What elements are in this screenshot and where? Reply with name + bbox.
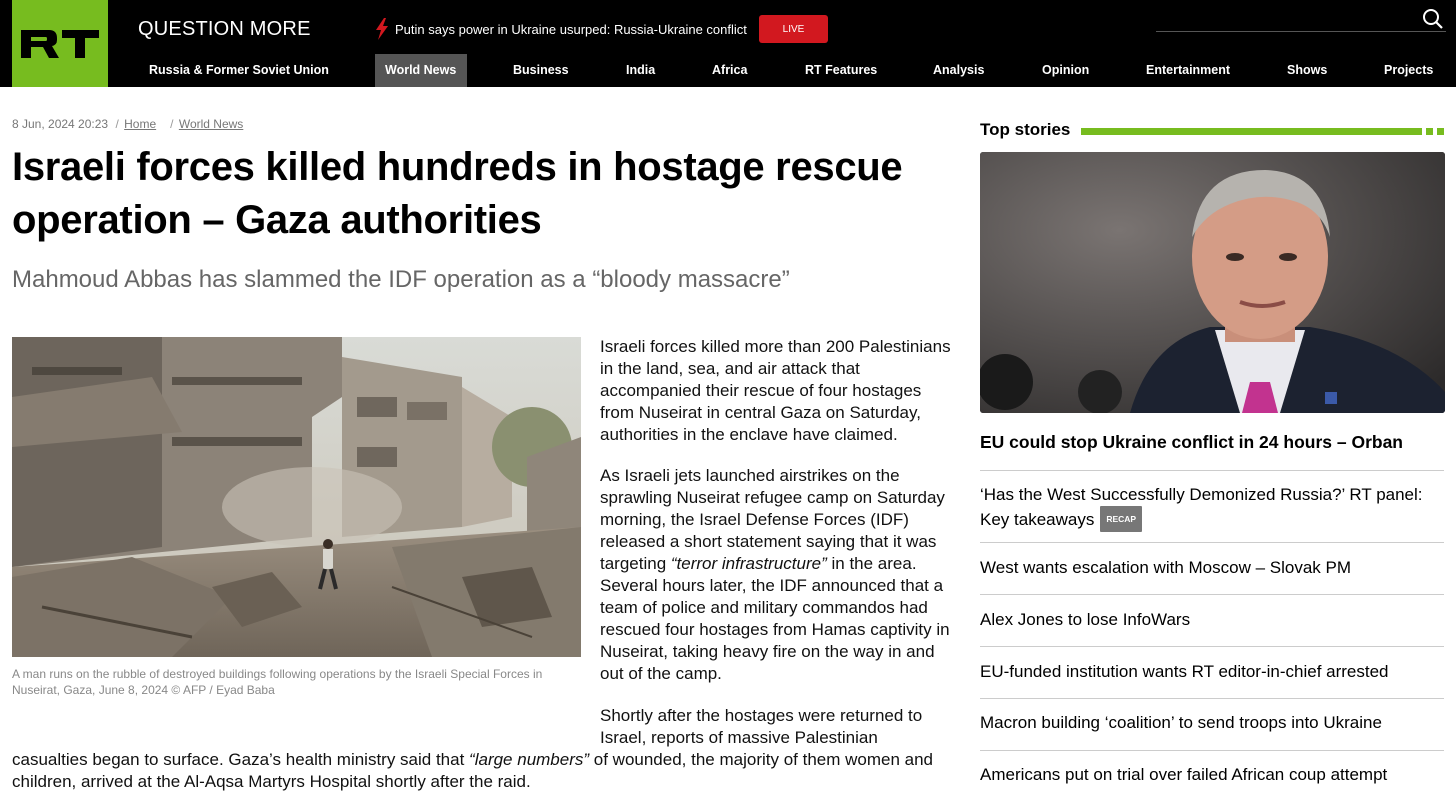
main-nav: [0, 54, 1456, 87]
breadcrumb-home[interactable]: Home: [124, 117, 157, 131]
article-quote: “terror infrastructure”: [670, 554, 827, 573]
top-stories-accent: [1081, 128, 1422, 135]
breadcrumb-separator: /: [115, 117, 119, 131]
article-date: 8 Jun, 2024 20:23: [12, 117, 109, 131]
nav-item-business[interactable]: Business: [513, 63, 569, 77]
story-item[interactable]: [980, 484, 1446, 532]
story-divider: [980, 470, 1444, 471]
story-divider: [980, 698, 1444, 699]
nav-item-world-news[interactable]: World News: [375, 54, 467, 87]
article-subtitle: Mahmoud Abbas has slammed the IDF operation as a “bloody massacre”: [12, 266, 790, 293]
tagline: QUESTION MORE: [138, 18, 311, 40]
nav-item-analysis[interactable]: Analysis: [933, 63, 985, 77]
story-divider: [980, 750, 1444, 751]
breadcrumb-world-news[interactable]: World News: [178, 117, 244, 131]
article-quote: “large numbers”: [469, 750, 590, 769]
top-stories-heading: Top stories: [980, 120, 1071, 139]
search-input[interactable]: [1156, 31, 1446, 32]
article-meta: [12, 117, 243, 131]
lead-story-headline[interactable]: EU could stop Ukraine conflict in 24 hours – Orban: [980, 432, 1403, 452]
nav-item-shows[interactable]: Shows: [1287, 63, 1328, 77]
article-paragraph-1: Israeli forces killed more than 200 Palestinians in the land, sea, and air attack that accompanied their rescue of four hostages from Nuseirat in central Gaza on Saturday, authorities in the enclave have claimed.: [600, 337, 951, 444]
live-button[interactable]: LIVE: [759, 15, 828, 43]
nav-item-russia[interactable]: Russia & Former Soviet Union: [149, 63, 329, 77]
story-item[interactable]: West wants escalation with Moscow – Slovak PM: [980, 558, 1351, 577]
story-item[interactable]: EU-funded institution wants RT editor-in-chief arrested: [980, 662, 1389, 681]
nav-item-projects[interactable]: Projects: [1384, 63, 1434, 77]
rubble-scene-image: [12, 337, 581, 657]
nav-item-opinion[interactable]: Opinion: [1042, 63, 1090, 77]
article-paragraph-2-text: in the area. Several hours later, the IDF announced that a team of police and military commandos had rescued four hostages from Hamas captivity in Nuseirat, taking heavy fire on the way in and out of the camp.: [600, 554, 950, 683]
orban-portrait-image: [980, 152, 1445, 413]
article-paragraph-3-text: of wounded, the majority of them women and: [589, 750, 934, 769]
story-item[interactable]: Americans put on trial over failed African coup attempt: [980, 765, 1388, 784]
nav-item-india[interactable]: India: [626, 63, 656, 77]
nav-item-entertainment[interactable]: Entertainment: [1146, 63, 1231, 77]
recap-badge: RECAP: [1100, 506, 1142, 532]
site-header: [0, 0, 1456, 87]
photo-caption: A man runs on the rubble of destroyed buildings following operations by the Israeli Special Forces in Nuseirat, Gaza, June 8, 2024 © AFP / Eyad Baba: [12, 667, 543, 697]
breaking-news[interactable]: [374, 18, 747, 40]
nav-item-rt-features[interactable]: RT Features: [805, 63, 878, 77]
article-paragraph-2: [600, 465, 958, 685]
article-paragraph-3-cont: [12, 749, 958, 793]
story-headline[interactable]: ‘Has the West Successfully Demonized Russia?’ RT panel: Key takeaways: [980, 485, 1423, 529]
lead-story-image[interactable]: [980, 152, 1445, 413]
article-paragraph-3-text: casualties began to surface. Gaza’s health ministry said that: [12, 750, 470, 769]
top-stories-accent: [1437, 128, 1444, 135]
story-item[interactable]: Macron building ‘coalition’ to send troops into Ukraine: [980, 713, 1382, 732]
article-title: Israeli forces killed hundreds in hostage rescue operation – Gaza authorities: [12, 145, 903, 242]
article-paragraph-3-text: children, arrived at the Al-Aqsa Martyrs Hospital shortly after the raid.: [12, 772, 531, 791]
top-stories-accent: [1426, 128, 1433, 135]
story-item[interactable]: Alex Jones to lose InfoWars: [980, 610, 1191, 629]
article-paragraph-2-text: As Israeli jets launched airstrikes on the sprawling Nuseirat refugee camp on Saturday morning, the Israel Defense Forces (IDF) released a short statement saying that it was targeting: [600, 466, 945, 573]
story-divider: [980, 646, 1444, 647]
nav-item-africa[interactable]: Africa: [712, 63, 748, 77]
article-photo[interactable]: [12, 337, 581, 657]
story-divider: [980, 542, 1444, 543]
article-paragraph-3: Shortly after the hostages were returned to Israel, reports of massive Palestinian: [600, 706, 923, 747]
search-icon[interactable]: [1422, 8, 1444, 30]
lightning-icon: [374, 18, 390, 40]
breaking-news-link[interactable]: Putin says power in Ukraine usurped: Russia-Ukraine conflict: [395, 21, 747, 37]
story-divider: [980, 594, 1444, 595]
breadcrumb-separator: /: [163, 117, 174, 131]
